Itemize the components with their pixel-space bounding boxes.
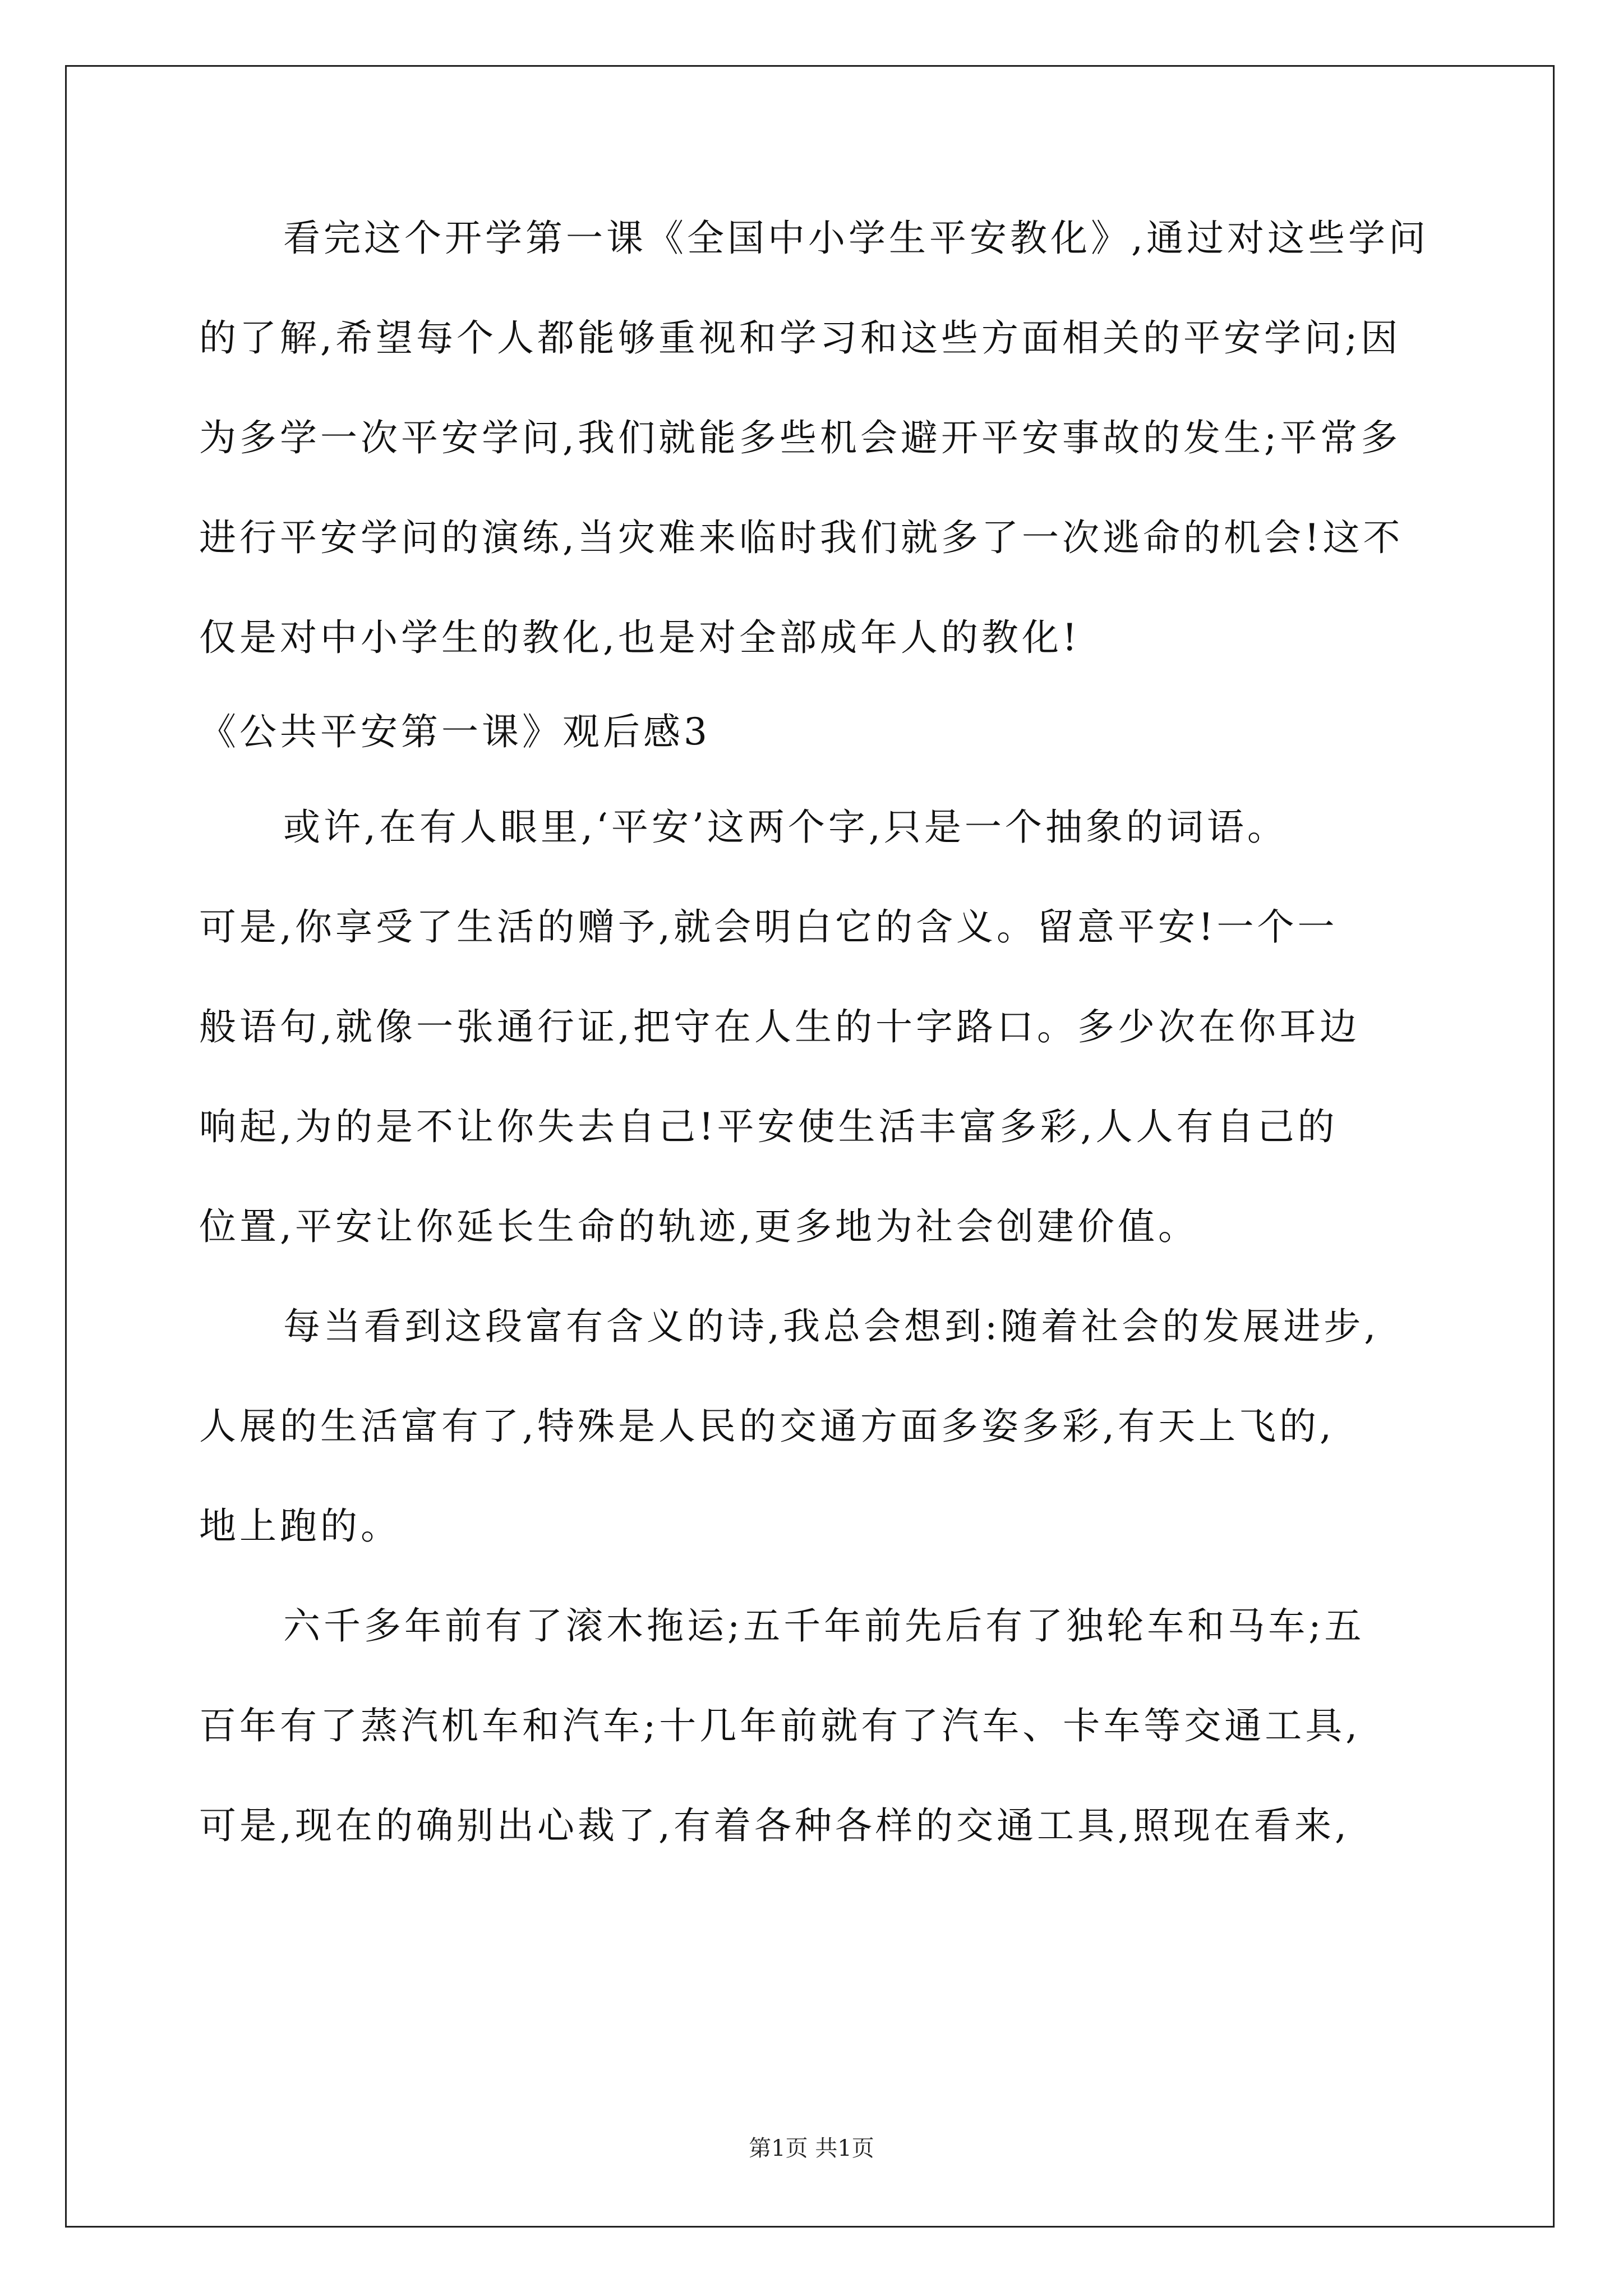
paragraph-line: 看完这个开学第一课《全国中小学生平安教化》,通过对这些学问 [283, 217, 1429, 260]
paragraph-line: 可是,现在的确别出心裁了,有着各种各样的交通工具,照现在看来, [199, 1804, 1350, 1847]
paragraph-line: 般语句,就像一张通行证,把守在人生的十字路口。多少次在你耳边 [199, 1005, 1360, 1048]
paragraph-line: 仅是对中小学生的教化,也是对全部成年人的教化! [199, 616, 1081, 659]
paragraph-line: 进行平安学问的演练,当灾难来临时我们就多了一次逃命的机会!这不 [199, 516, 1404, 559]
paragraph-line: 每当看到这段富有含义的诗,我总会想到:随着社会的发展进步, [283, 1305, 1380, 1348]
paragraph-line: 为多学一次平安学问,我们就能多些机会避开平安事故的发生;平常多 [199, 416, 1401, 459]
paragraph-line: 地上跑的。 [199, 1504, 401, 1548]
paragraph-line: 位置,平安让你延长生命的轨迹,更多地为社会创建价值。 [199, 1205, 1198, 1248]
paragraph-line: 或许,在有人眼里,‘平安’这两个字,只是一个抽象的词语。 [283, 806, 1288, 849]
paragraph-line: 百年有了蒸汽机车和汽车;十几年前就有了汽车、卡车等交通工具, [199, 1704, 1361, 1747]
paragraph-line: 六千多年前有了滚木拖运;五千年前先后有了独轮车和马车;五 [283, 1604, 1365, 1648]
page-footer: 第1页 共1页 [749, 2136, 874, 2161]
paragraph-line: 人展的生活富有了,特殊是人民的交通方面多姿多彩,有天上飞的, [199, 1405, 1335, 1448]
paragraph-line: 的了解,希望每个人都能够重视和学习和这些方面相关的平安学问;因 [199, 316, 1401, 360]
paragraph-line: 可是,你享受了生活的赠予,就会明白它的含义。留意平安!一个一 [199, 905, 1338, 949]
paragraph-line: 响起,为的是不让你失去自己!平安使生活丰富多彩,人人有自己的 [199, 1105, 1338, 1148]
section-heading: 《公共平安第一课》观后感3 [199, 710, 711, 753]
